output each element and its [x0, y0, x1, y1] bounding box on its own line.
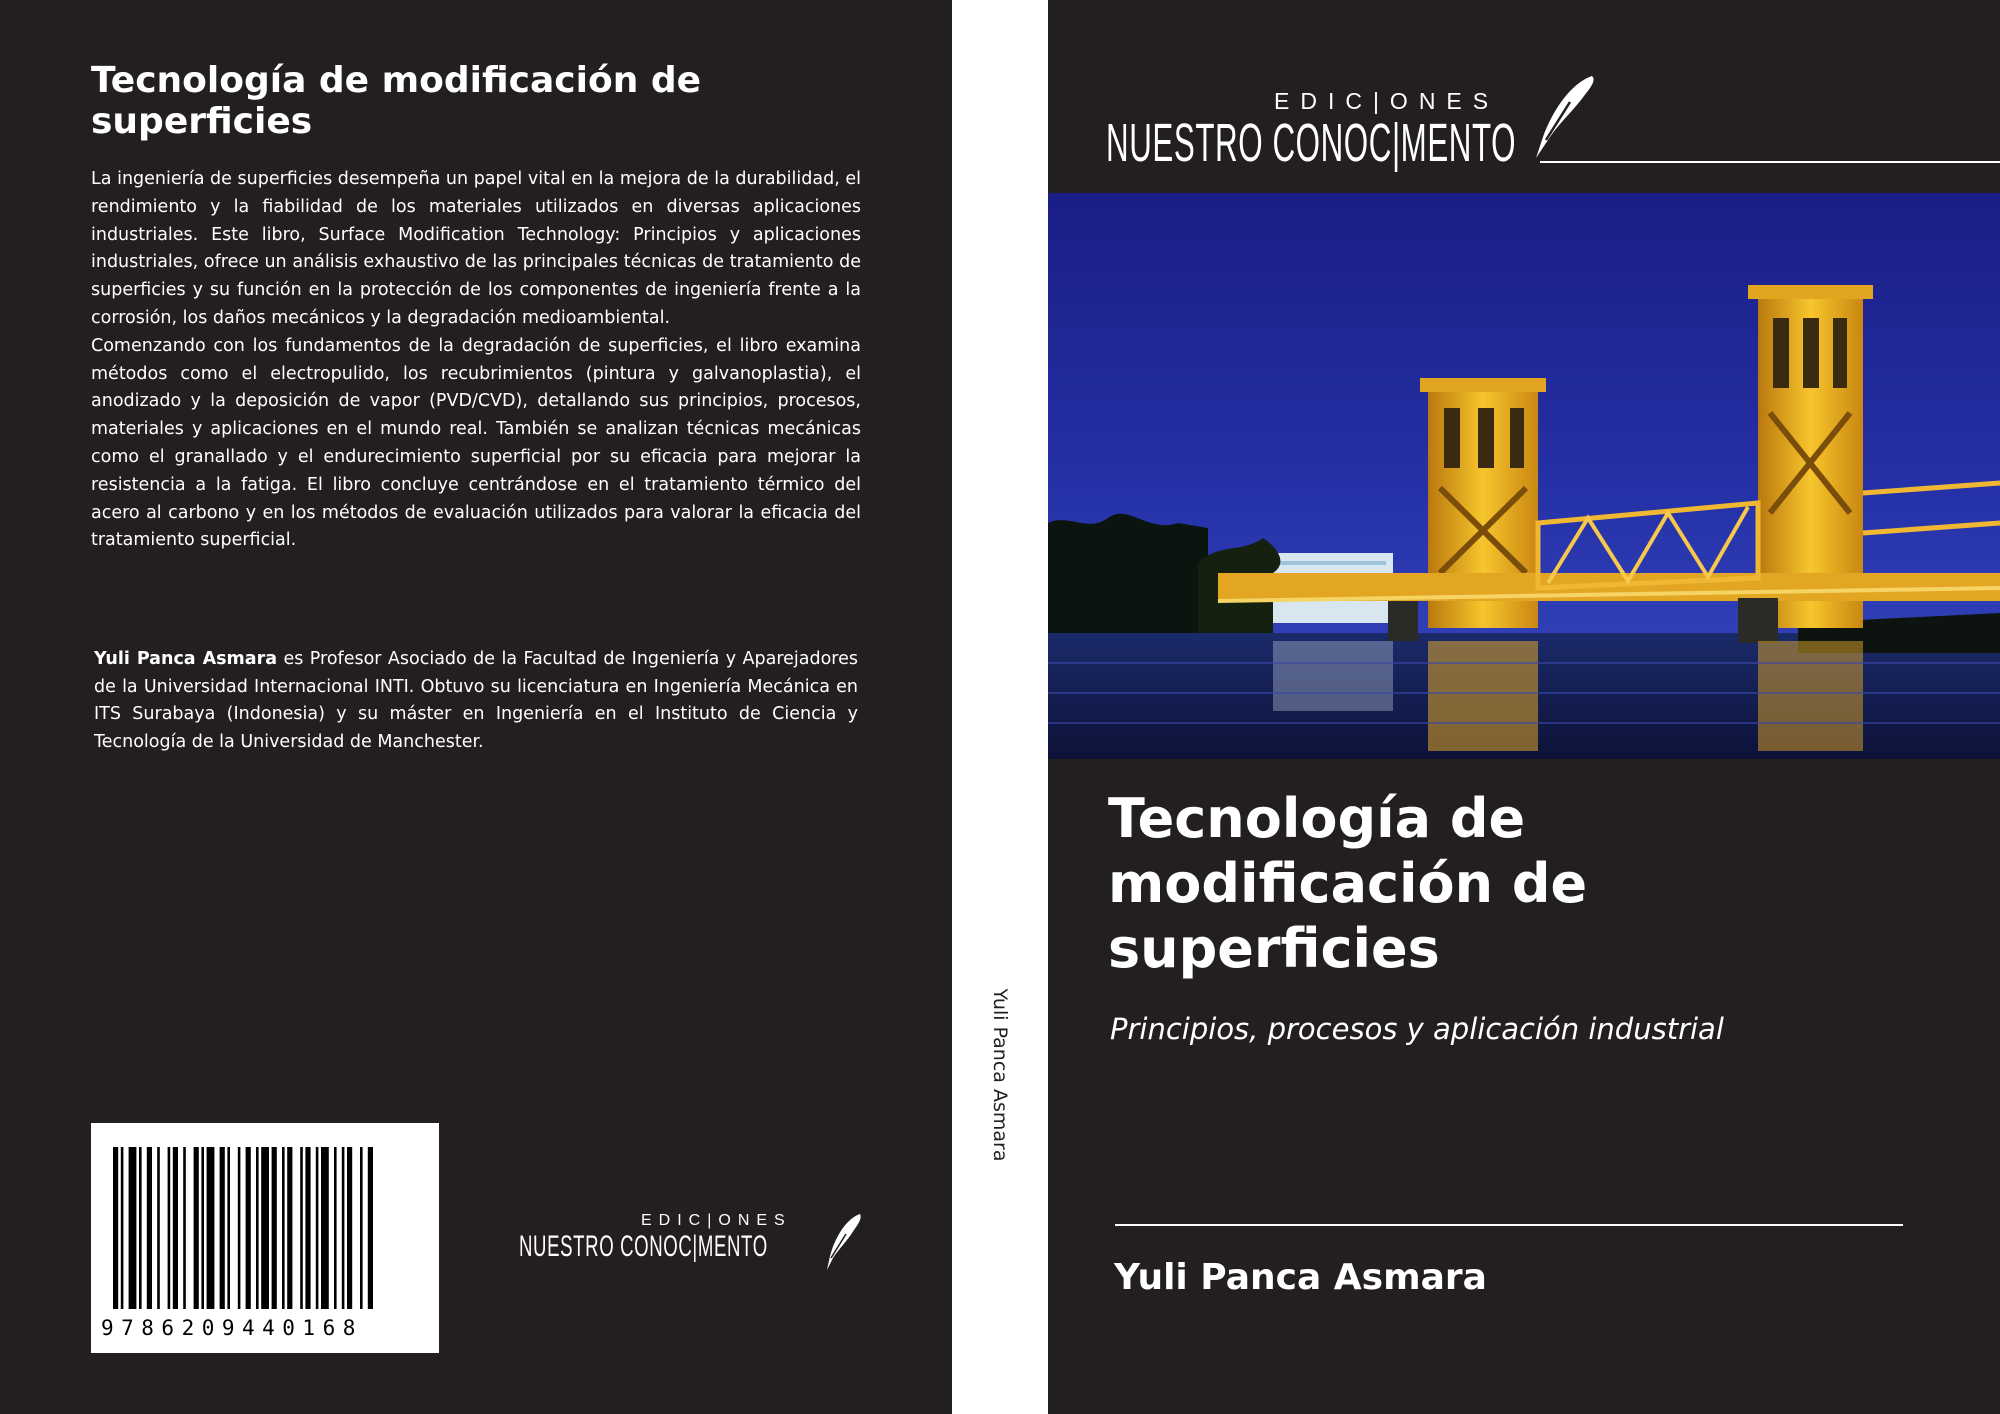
barcode-bar: [121, 1147, 124, 1309]
author-bio: [94, 646, 858, 756]
isbn-barcode: [91, 1123, 439, 1353]
barcode-bar: [316, 1147, 319, 1309]
front-title: Tecnología de modificación de superficies: [1108, 787, 1588, 980]
back-title: Tecnología de modificación de superficies: [91, 60, 702, 142]
publisher-logo-bottom-front: NUESTRO CONOC|MENTO: [1106, 113, 1517, 173]
barcode-bar: [147, 1147, 152, 1309]
quill-pen-icon: [824, 1212, 864, 1274]
barcode-bar: [347, 1147, 352, 1309]
description-paragraph-2: Comenzando con los fundamentos de la degradación de superficies, el libro examina métodos como el electropulido, los recubrimientos (pintura y galvanoplastia), el anodizado y la deposición de vapor (PVD/CVD), detallando sus principios, procesos, materiales y aplicaciones en el mundo real. También se analizan técnicas mecánicas como el granallado y el endurecimiento superficial por su eficacia para mejorar la resistencia a la fatiga. El libro concluye centrándose en el tratamiento térmico del acero al carbono y en los métodos de evaluación utilizados para valorar la eficacia del tratamiento superficial.: [91, 335, 861, 551]
barcode-bar: [287, 1147, 292, 1309]
barcode-bar: [139, 1147, 142, 1309]
description-paragraph-1: La ingeniería de superficies desempeña un papel vital en la mejora de la durabilidad, el rendimiento y la fiabilidad de los materiales utilizados en diversas aplicaciones industriales. Este libro, Surface Modification Technology: Principios y aplicaciones industriales, ofrece un análisis exhaustivo de las principales técnicas de tratamiento de superficies y su función en la protección de los componentes de ingeniería frente a la corrosión, los daños mecánicos y la degradación medioambiental.: [91, 169, 861, 328]
spine: [952, 0, 1048, 1414]
barcode-bar: [282, 1147, 285, 1309]
front-divider: [1115, 1224, 1903, 1226]
barcode-bar: [238, 1147, 241, 1309]
barcode-bar: [342, 1147, 345, 1309]
barcode-bar: [207, 1147, 215, 1309]
barcode-bar: [227, 1147, 230, 1309]
barcode-bar: [305, 1147, 310, 1309]
barcode-bar: [360, 1147, 363, 1309]
front-author: Yuli Panca Asmara: [1114, 1257, 1487, 1298]
barcode-bar: [220, 1147, 225, 1309]
publisher-logo-top: EDIC|ONES: [641, 1212, 792, 1229]
front-subtitle: Principios, procesos y aplicación industrial: [1110, 1012, 1724, 1046]
isbn-number: 9786209440168: [101, 1316, 363, 1340]
front-publisher-logo: [1106, 66, 2000, 173]
barcode-bar: [272, 1147, 277, 1309]
publisher-logo-bottom: NUESTRO CONOC|MENTO: [519, 1230, 768, 1263]
barcode-bar: [168, 1147, 171, 1309]
barcode-bar: [334, 1147, 337, 1309]
barcode-bar: [300, 1147, 303, 1309]
barcode-bar: [173, 1147, 178, 1309]
back-description: [91, 166, 861, 555]
barcode-bar: [113, 1147, 118, 1309]
barcode-bar: [256, 1147, 259, 1309]
barcode-bar: [183, 1147, 186, 1309]
barcode-bar: [261, 1147, 269, 1309]
barcode-bar: [201, 1147, 204, 1309]
back-publisher-logo: [519, 1212, 869, 1272]
barcode-bar: [194, 1147, 199, 1309]
spine-author: Yuli Panca Asmara: [989, 988, 1011, 1162]
author-bio-text: es Profesor Asociado de la Facultad de Ingeniería y Aparejadores de la Universidad Internacional INTI. Obtuvo su licenciatura en Ingeniería Mecánica en ITS Surabaya (Indonesia) y su máster en Ingeniería en el Instituto de Ciencia y Tecnología de la Universidad de Manchester.: [94, 649, 858, 752]
barcode-bar: [246, 1147, 251, 1309]
barcode-bar: [129, 1147, 137, 1309]
quill-pen-icon: [1530, 72, 2000, 166]
publisher-logo-top-front: EDIC|ONES: [1274, 88, 1500, 114]
cover-photo-bridge: [1048, 193, 2000, 759]
barcode-bar: [368, 1147, 373, 1309]
author-bio-name: Yuli Panca Asmara: [94, 649, 278, 669]
barcode-bar: [321, 1147, 329, 1309]
barcode-bar: [157, 1147, 160, 1309]
